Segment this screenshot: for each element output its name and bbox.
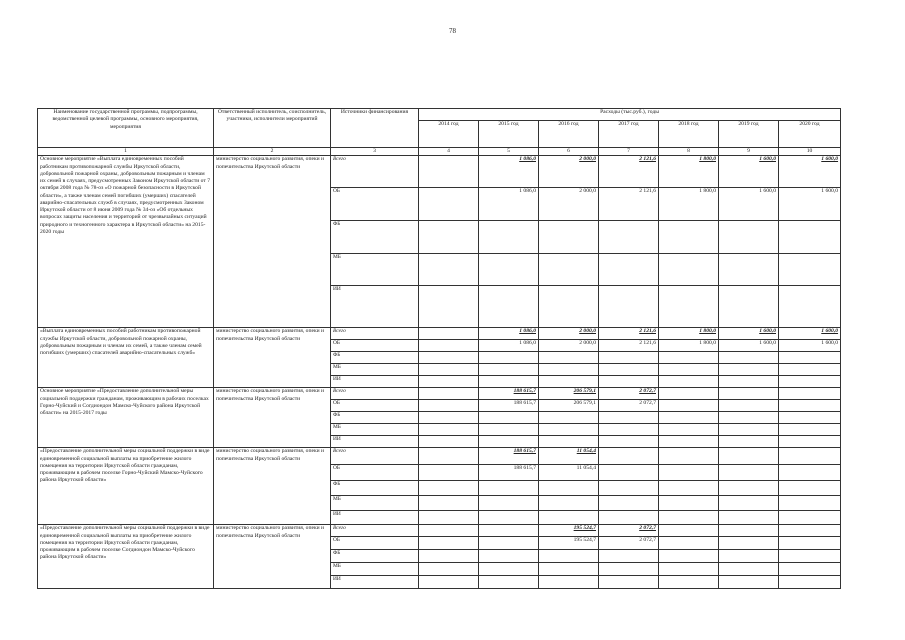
amount-cell bbox=[779, 481, 841, 496]
funding-source: МБ bbox=[331, 563, 419, 576]
amount-cell bbox=[719, 525, 779, 537]
header-expenses: Расходы (тыс.руб.), годы bbox=[419, 109, 841, 121]
header-year: 2016 год bbox=[539, 121, 599, 148]
amount-cell bbox=[779, 537, 841, 550]
column-number: 2 bbox=[214, 148, 331, 156]
amount-cell: 2 072,7 bbox=[599, 525, 659, 537]
amount-cell bbox=[719, 364, 779, 376]
amount-cell bbox=[479, 563, 539, 576]
amount-cell bbox=[599, 481, 659, 496]
amount-cell bbox=[719, 286, 779, 328]
amount-cell bbox=[479, 221, 539, 254]
header-year: 2017 год bbox=[599, 121, 659, 148]
amount-cell bbox=[599, 436, 659, 448]
amount-cell bbox=[779, 576, 841, 589]
header-year: 2015 год bbox=[479, 121, 539, 148]
table-row bbox=[38, 448, 841, 465]
amount-cell bbox=[779, 352, 841, 364]
funding-source: Всего bbox=[331, 156, 419, 188]
header-year: 2018 год bbox=[659, 121, 719, 148]
amount-cell: 195 524,7 bbox=[539, 537, 599, 550]
measure-description: Основное мероприятие «Выплата единовременных пособий работникам противопожарной службы Иркутской области, добровольной пожарной охраны, добровольным пожарным и членам их семей в случаях, предусмотренных Законом Иркутской области от 7 октября 2008 года № 78-оз «О пожарной безопасности в Иркутской области», а также членам семей погибших (умерших) спасателей аварийно-спасательных служб в случаях, предусмотренных Законом Иркутской области от 8 июня 2009 года № 34-оз «Об отдельных вопросах защиты населения и территорий от чрезвычайных ситуаций природного и техногенного характера в Иркутской области» на 2015-2020 годы bbox=[38, 156, 214, 328]
amount-cell bbox=[719, 576, 779, 589]
funding-source: Всего bbox=[331, 448, 419, 465]
funding-source: ИИ bbox=[331, 576, 419, 589]
amount-cell bbox=[479, 576, 539, 589]
measure-description: «Предоставление дополнительной меры социальной поддержки в виде единовременной социальной выплаты на приобретение жилого помещения на территории Иркутской области гражданам, проживающим в рабочем поселке Горно-Чуйский Мамско-Чуйского района Иркутской области» bbox=[38, 448, 214, 525]
amount-cell bbox=[779, 376, 841, 388]
amount-cell: 1 600,0 bbox=[719, 328, 779, 340]
amount-cell bbox=[539, 550, 599, 563]
amount-cell bbox=[779, 254, 841, 286]
funding-source: МБ bbox=[331, 364, 419, 376]
amount-cell bbox=[719, 221, 779, 254]
amount-cell: 2 072,7 bbox=[599, 400, 659, 412]
measure-description: «Выплата единовременных пособий работникам противопожарной службы Иркутской области, добровольной пожарной охраны, добровольным пожарным и членам их семей, а также членам семей погибших (умерших) спасателей аварийно-спасательных служб» bbox=[38, 328, 214, 388]
column-number: 4 bbox=[419, 148, 479, 156]
amount-cell bbox=[419, 496, 479, 511]
amount-cell: 1 086,0 bbox=[479, 340, 539, 352]
amount-cell bbox=[539, 254, 599, 286]
amount-cell: 2 000,0 bbox=[539, 188, 599, 221]
amount-cell bbox=[659, 364, 719, 376]
table-row bbox=[38, 388, 841, 400]
amount-cell bbox=[419, 340, 479, 352]
amount-cell bbox=[719, 550, 779, 563]
amount-cell bbox=[659, 286, 719, 328]
funding-source: ИИ bbox=[331, 511, 419, 525]
amount-cell bbox=[719, 436, 779, 448]
column-number: 9 bbox=[719, 148, 779, 156]
funding-source: ОБ bbox=[331, 537, 419, 550]
amount-cell bbox=[539, 496, 599, 511]
amount-cell bbox=[719, 496, 779, 511]
column-number: 7 bbox=[599, 148, 659, 156]
amount-cell bbox=[659, 388, 719, 400]
funding-source: Всего bbox=[331, 328, 419, 340]
amount-cell bbox=[599, 412, 659, 424]
header-year: 2020 год bbox=[779, 121, 841, 148]
funding-source: Всего bbox=[331, 525, 419, 537]
amount-cell: 188 615,7 bbox=[479, 448, 539, 465]
amount-cell bbox=[719, 448, 779, 465]
amount-cell bbox=[419, 156, 479, 188]
amount-cell bbox=[419, 576, 479, 589]
amount-cell bbox=[479, 496, 539, 511]
amount-cell bbox=[419, 424, 479, 436]
amount-cell bbox=[659, 412, 719, 424]
amount-cell: 2 000,0 bbox=[539, 328, 599, 340]
amount-cell bbox=[659, 448, 719, 465]
amount-cell bbox=[539, 436, 599, 448]
amount-cell: 2 121,6 bbox=[599, 340, 659, 352]
column-number: 8 bbox=[659, 148, 719, 156]
amount-cell bbox=[659, 576, 719, 589]
amount-cell bbox=[539, 221, 599, 254]
amount-cell bbox=[599, 448, 659, 465]
amount-cell bbox=[719, 537, 779, 550]
executor-cell: министерство социального развития, опеки и попечительства Иркутской области bbox=[214, 156, 331, 328]
amount-cell bbox=[779, 221, 841, 254]
amount-cell: 1 600,0 bbox=[719, 188, 779, 221]
amount-cell: 2 121,6 bbox=[599, 188, 659, 221]
amount-cell bbox=[539, 576, 599, 589]
executor-cell: министерство социального развития, опеки и попечительства Иркутской области bbox=[214, 388, 331, 448]
amount-cell: 2 072,7 bbox=[599, 388, 659, 400]
amount-cell bbox=[719, 254, 779, 286]
measure-description: «Предоставление дополнительной меры социальной поддержки в виде единовременной социальной выплаты на приобретение жилого помещения на территории Иркутской области гражданам, проживающим в рабочем поселке Согдиондон Мамско-Чуйского района Иркутской области» bbox=[38, 525, 214, 589]
amount-cell bbox=[539, 563, 599, 576]
amount-cell bbox=[599, 550, 659, 563]
amount-cell bbox=[419, 412, 479, 424]
amount-cell: 1 600,0 bbox=[779, 188, 841, 221]
amount-cell bbox=[479, 376, 539, 388]
amount-cell: 195 524,7 bbox=[539, 525, 599, 537]
measure-description: Основное мероприятие «Предоставление дополнительной меры социальной поддержки гражданам, проживающим в рабочих поселках Горно-Чуйский и Согдиондон Мамско-Чуйского района Иркутской области» на 2015-2017 годы bbox=[38, 388, 214, 448]
amount-cell: 1 086,0 bbox=[479, 188, 539, 221]
amount-cell bbox=[659, 436, 719, 448]
funding-source: МБ bbox=[331, 496, 419, 511]
amount-cell bbox=[779, 388, 841, 400]
executor-cell: министерство социального развития, опеки и попечительства Иркутской области bbox=[214, 525, 331, 589]
funding-source: ОБ bbox=[331, 188, 419, 221]
amount-cell bbox=[599, 424, 659, 436]
amount-cell bbox=[719, 481, 779, 496]
budget-table bbox=[37, 108, 841, 589]
funding-source: ИИ bbox=[331, 286, 419, 328]
amount-cell bbox=[659, 481, 719, 496]
amount-cell bbox=[539, 511, 599, 525]
header-year: 2019 год bbox=[719, 121, 779, 148]
amount-cell bbox=[599, 376, 659, 388]
amount-cell: 188 615,7 bbox=[479, 400, 539, 412]
amount-cell bbox=[599, 254, 659, 286]
amount-cell bbox=[659, 465, 719, 481]
amount-cell: 2 000,0 bbox=[539, 340, 599, 352]
amount-cell bbox=[419, 328, 479, 340]
header-year: 2014 год bbox=[419, 121, 479, 148]
funding-source: МБ bbox=[331, 254, 419, 286]
amount-cell bbox=[479, 352, 539, 364]
header-name: Наименование государственной программы, подпрограммы, ведомственной целевой программы, основного мероприятия, мероприятия bbox=[38, 109, 214, 148]
amount-cell: 11 054,4 bbox=[539, 465, 599, 481]
amount-cell: 1 800,0 bbox=[659, 328, 719, 340]
table-row bbox=[38, 328, 841, 340]
amount-cell bbox=[539, 424, 599, 436]
amount-cell bbox=[779, 400, 841, 412]
amount-cell bbox=[479, 254, 539, 286]
amount-cell bbox=[419, 436, 479, 448]
funding-source: ИИ bbox=[331, 436, 419, 448]
amount-cell bbox=[419, 563, 479, 576]
amount-cell bbox=[659, 352, 719, 364]
funding-source: ФБ bbox=[331, 412, 419, 424]
amount-cell bbox=[719, 511, 779, 525]
amount-cell bbox=[659, 254, 719, 286]
amount-cell bbox=[659, 221, 719, 254]
amount-cell bbox=[539, 376, 599, 388]
amount-cell: 1 600,0 bbox=[779, 328, 841, 340]
amount-cell bbox=[419, 448, 479, 465]
table-row bbox=[38, 525, 841, 537]
amount-cell bbox=[719, 352, 779, 364]
amount-cell bbox=[599, 576, 659, 589]
funding-source: ФБ bbox=[331, 352, 419, 364]
amount-cell bbox=[779, 563, 841, 576]
amount-cell bbox=[419, 537, 479, 550]
funding-source: МБ bbox=[331, 424, 419, 436]
amount-cell: 188 615,7 bbox=[479, 388, 539, 400]
column-number: 5 bbox=[479, 148, 539, 156]
funding-source: ФБ bbox=[331, 481, 419, 496]
amount-cell bbox=[779, 465, 841, 481]
amount-cell: 1 800,0 bbox=[659, 156, 719, 188]
amount-cell bbox=[479, 481, 539, 496]
amount-cell bbox=[719, 412, 779, 424]
amount-cell bbox=[659, 550, 719, 563]
amount-cell bbox=[779, 511, 841, 525]
amount-cell bbox=[419, 400, 479, 412]
funding-source: ФБ bbox=[331, 221, 419, 254]
amount-cell bbox=[659, 537, 719, 550]
amount-cell: 1 600,0 bbox=[719, 340, 779, 352]
amount-cell: 11 054,4 bbox=[539, 448, 599, 465]
amount-cell bbox=[779, 412, 841, 424]
amount-cell bbox=[419, 286, 479, 328]
amount-cell bbox=[779, 496, 841, 511]
amount-cell bbox=[539, 412, 599, 424]
column-number: 6 bbox=[539, 148, 599, 156]
amount-cell bbox=[419, 376, 479, 388]
amount-cell bbox=[539, 352, 599, 364]
amount-cell bbox=[719, 424, 779, 436]
table-row bbox=[38, 156, 841, 188]
header-source: Источники финансирования bbox=[331, 109, 419, 148]
amount-cell bbox=[719, 376, 779, 388]
amount-cell bbox=[779, 424, 841, 436]
amount-cell bbox=[779, 448, 841, 465]
amount-cell bbox=[539, 364, 599, 376]
amount-cell bbox=[419, 188, 479, 221]
amount-cell bbox=[479, 525, 539, 537]
amount-cell bbox=[419, 221, 479, 254]
amount-cell bbox=[419, 254, 479, 286]
amount-cell: 1 800,0 bbox=[659, 188, 719, 221]
amount-cell bbox=[419, 511, 479, 525]
column-number: 1 bbox=[38, 148, 214, 156]
funding-source: ОБ bbox=[331, 340, 419, 352]
amount-cell bbox=[479, 436, 539, 448]
amount-cell bbox=[719, 563, 779, 576]
amount-cell bbox=[659, 496, 719, 511]
amount-cell bbox=[419, 465, 479, 481]
amount-cell bbox=[479, 364, 539, 376]
amount-cell bbox=[779, 286, 841, 328]
amount-cell: 206 579,1 bbox=[539, 400, 599, 412]
amount-cell bbox=[659, 376, 719, 388]
funding-source: ФБ bbox=[331, 550, 419, 563]
column-number: 10 bbox=[779, 148, 841, 156]
amount-cell bbox=[539, 481, 599, 496]
executor-cell: министерство социального развития, опеки и попечительства Иркутской области bbox=[214, 328, 331, 388]
amount-cell bbox=[659, 511, 719, 525]
amount-cell bbox=[539, 286, 599, 328]
amount-cell bbox=[479, 286, 539, 328]
amount-cell bbox=[599, 563, 659, 576]
amount-cell: 1 600,0 bbox=[779, 156, 841, 188]
amount-cell bbox=[479, 412, 539, 424]
amount-cell bbox=[599, 511, 659, 525]
executor-cell: министерство социального развития, опеки и попечительства Иркутской области bbox=[214, 448, 331, 525]
amount-cell bbox=[779, 525, 841, 537]
amount-cell bbox=[719, 388, 779, 400]
amount-cell bbox=[659, 424, 719, 436]
amount-cell: 1 600,0 bbox=[719, 156, 779, 188]
amount-cell bbox=[779, 436, 841, 448]
amount-cell bbox=[479, 511, 539, 525]
amount-cell bbox=[779, 364, 841, 376]
amount-cell: 1 086,0 bbox=[479, 156, 539, 188]
amount-cell bbox=[659, 400, 719, 412]
header-executor: Ответственный исполнитель, соисполнитель, участники, исполнители мероприятий bbox=[214, 109, 331, 148]
amount-cell bbox=[479, 537, 539, 550]
amount-cell bbox=[599, 465, 659, 481]
amount-cell bbox=[599, 496, 659, 511]
amount-cell bbox=[419, 388, 479, 400]
amount-cell bbox=[719, 400, 779, 412]
amount-cell bbox=[599, 286, 659, 328]
amount-cell: 188 615,7 bbox=[479, 465, 539, 481]
amount-cell bbox=[659, 525, 719, 537]
funding-source: ОБ bbox=[331, 465, 419, 481]
funding-source: ИИ bbox=[331, 376, 419, 388]
amount-cell: 2 072,7 bbox=[599, 537, 659, 550]
amount-cell: 206 579,1 bbox=[539, 388, 599, 400]
amount-cell bbox=[419, 481, 479, 496]
column-number: 3 bbox=[331, 148, 419, 156]
amount-cell: 1 800,0 bbox=[659, 340, 719, 352]
amount-cell: 2 000,0 bbox=[539, 156, 599, 188]
amount-cell bbox=[419, 525, 479, 537]
amount-cell bbox=[659, 563, 719, 576]
funding-source: Всего bbox=[331, 388, 419, 400]
amount-cell: 2 121,6 bbox=[599, 156, 659, 188]
amount-cell bbox=[599, 352, 659, 364]
amount-cell bbox=[419, 352, 479, 364]
amount-cell: 1 086,0 bbox=[479, 328, 539, 340]
amount-cell bbox=[419, 550, 479, 563]
amount-cell: 2 121,6 bbox=[599, 328, 659, 340]
amount-cell bbox=[599, 364, 659, 376]
amount-cell: 1 600,0 bbox=[779, 340, 841, 352]
amount-cell bbox=[719, 465, 779, 481]
amount-cell bbox=[599, 221, 659, 254]
amount-cell bbox=[479, 424, 539, 436]
page-number: 78 bbox=[449, 27, 456, 35]
amount-cell bbox=[419, 364, 479, 376]
amount-cell bbox=[779, 550, 841, 563]
funding-source: ОБ bbox=[331, 400, 419, 412]
amount-cell bbox=[479, 550, 539, 563]
